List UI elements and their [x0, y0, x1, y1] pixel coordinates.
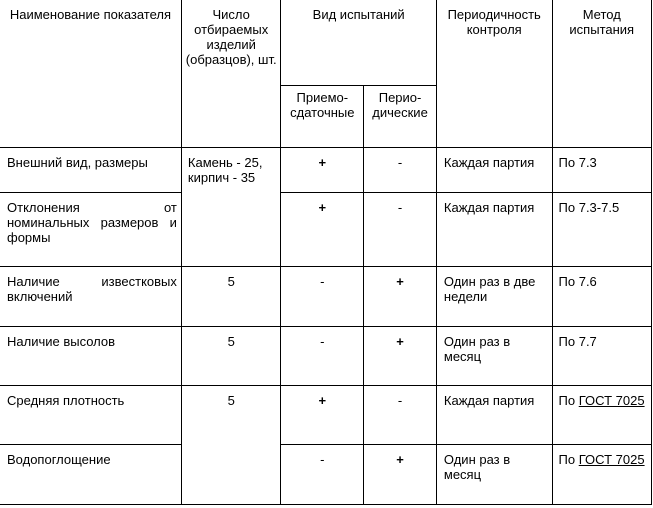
acceptance-cell: - — [281, 267, 364, 327]
method-cell: По 7.3 — [552, 148, 651, 193]
method-cell: По ГОСТ 7025 — [552, 386, 651, 445]
count-cell: 5 — [181, 386, 281, 505]
periodicity-cell: Один раз в две недели — [436, 267, 552, 327]
periodicity-cell: Каждая партия — [436, 193, 552, 267]
count-cell: 5 — [181, 327, 281, 386]
acceptance-cell: - — [281, 327, 364, 386]
table-row — [0, 148, 652, 193]
acceptance-cell: + — [281, 386, 364, 445]
periodicity-cell: Один раз в месяц — [436, 445, 552, 505]
count-cell: 5 — [181, 267, 281, 327]
periodicity-cell: Один раз в месяц — [436, 327, 552, 386]
table-row — [0, 445, 652, 505]
header-row-1 — [0, 0, 652, 86]
acceptance-cell: - — [281, 445, 364, 505]
indicator-cell: Водопоглощение — [0, 445, 181, 505]
method-cell: По 7.7 — [552, 327, 651, 386]
periodic-cell: + — [364, 267, 437, 327]
table-row — [0, 193, 652, 267]
periodicity-cell: Каждая партия — [436, 386, 552, 445]
gost-link[interactable]: ГОСТ 7025 — [578, 452, 645, 467]
table-row — [0, 327, 652, 386]
header-test-type: Вид испытаний — [281, 0, 436, 86]
periodic-cell: - — [364, 193, 437, 267]
header-periodicity: Периодичность контроля — [436, 0, 552, 148]
periodicity-cell: Каждая партия — [436, 148, 552, 193]
periodic-cell: + — [364, 327, 437, 386]
periodic-cell: - — [364, 386, 437, 445]
indicator-cell: Отклонения от номинальных размеров и формы — [0, 193, 181, 267]
table-row — [0, 267, 652, 327]
header-sample-count: Число отбираемых изделий (образцов), шт. — [181, 0, 281, 148]
indicator-cell: Внешний вид, размеры — [0, 148, 181, 193]
acceptance-cell: + — [281, 148, 364, 193]
method-cell: По ГОСТ 7025 — [552, 445, 651, 505]
header-indicator: Наименование показателя — [0, 0, 181, 148]
indicator-cell: Наличие высолов — [0, 327, 181, 386]
header-acceptance: Приемо- сдаточные — [281, 86, 364, 148]
gost-link[interactable]: ГОСТ 7025 — [578, 393, 645, 408]
indicator-cell: Средняя плотность — [0, 386, 181, 445]
periodic-cell: - — [364, 148, 437, 193]
header-method: Метод испытания — [552, 0, 651, 148]
table-row — [0, 386, 652, 445]
periodic-cell: + — [364, 445, 437, 505]
header-periodic: Перио- дические — [364, 86, 437, 148]
method-cell: По 7.3-7.5 — [552, 193, 651, 267]
count-cell: Камень - 25, кирпич - 35 — [181, 148, 281, 267]
method-cell: По 7.6 — [552, 267, 651, 327]
indicator-cell: Наличие известковых включений — [0, 267, 181, 327]
acceptance-cell: + — [281, 193, 364, 267]
